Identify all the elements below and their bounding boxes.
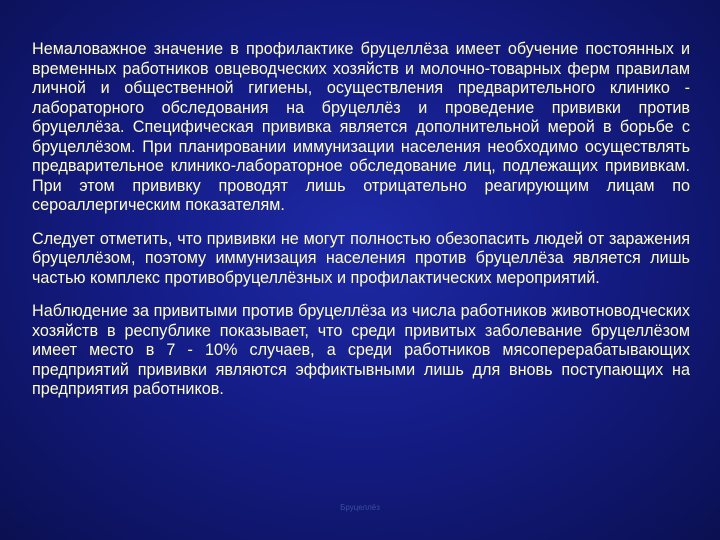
paragraph-prevention-training: Немаловажное значение в профилактике бруцеллёза имеет обучение постоянных и временных работников овцеводческих хозяйств и молочно-товарных ферм правилам личной и общественной гигиены, осуществления предварительного клинико - лабораторного обследования на бруцеллёз и проведение прививки против бруцеллёза. Специфическая прививка является дополнительной мерой в борьбе с бруцеллёзом. При планировании иммунизации населения необходимо осуществлять предварительное клинико-лабораторное обследование лиц, подлежащих прививкам. При этом прививку проводят лишь отрицательно реагирующим лицам по сероаллергическим показателям. bbox=[32, 40, 690, 214]
paragraph-vaccination-limits: Следует отметить, что прививки не могут полностью обезопасить людей от заражения бруцеллёзом, поэтому иммунизация населения против бруцеллёза является лишь частью комплекс противобруцеллёзных и профилактических мероприятий. bbox=[32, 229, 690, 287]
slide-body bbox=[32, 40, 690, 414]
slide-footer: Бруцеллёз bbox=[340, 503, 380, 512]
paragraph-vaccination-observation: Наблюдение за привитыми против бруцеллёза из числа работников животноводческих хозяйств в республике показывает, что среди привитых заболевание бруцеллёзом имеет место в 7 - 10% случаев, а среди работников мясоперерабатывающих предприятий прививки являются эффиктывными лишь для вновь поступающих на предприятия работников. bbox=[32, 302, 690, 398]
